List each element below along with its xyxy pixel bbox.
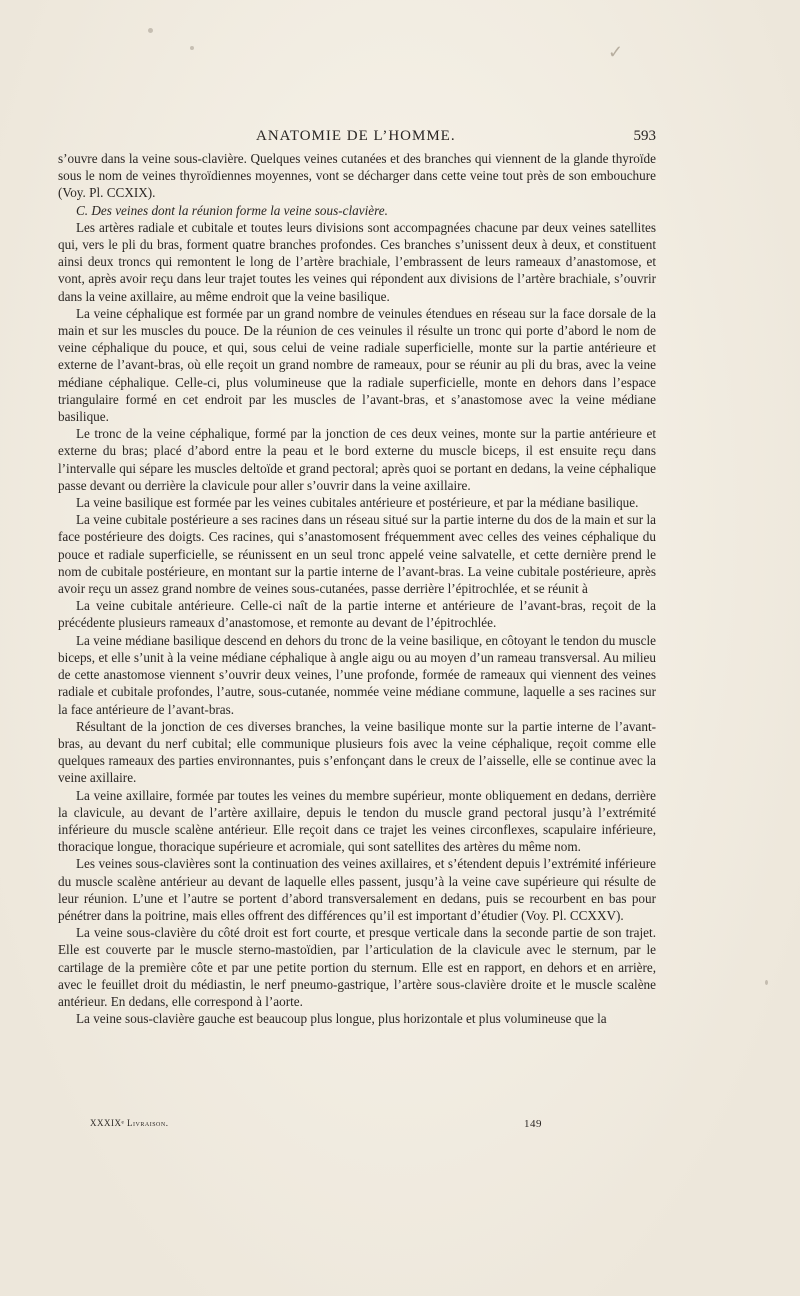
paragraph: Les veines sous-clavières sont la continuation des veines axillaires, et s’étendent depuis l’extrémité inférieure du muscle scalène antérieur au devant de laquelle elles passent, jusqu’à la veine cave supérieure qui résulte de leur réunion. L’une et l’autre se portent d’abord transversalement en dedans, puis se recourbent en bas pour pénétrer dans la poitrine, mais elles offrent des différences qu’il est important d’étudier (Voy. Pl. CCXXV).	[58, 856, 656, 923]
paper-spot	[765, 980, 768, 985]
paragraph: s’ouvre dans la veine sous-clavière. Quelques veines cutanées et des branches qui viennent de la glande thyroïde sous le nom de veines thyroïdiennes moyennes, vont se décharger dans cette veine tout près de son embouchure (Voy. Pl. CCXIX).	[58, 151, 656, 201]
paragraph: La veine sous-clavière du côté droit est fort courte, et presque verticale dans la seconde partie de son trajet. Elle est couverte par le muscle sterno-mastoïdien, par l’articulation de la clavicule avec le sternum, par le cartilage de la première côte et par une petite portion du sternum. Elle est en rapport, en dehors et en arrière, avec le feuillet droit du médiastin, le nerf pneumo-gastrique, l’artère sous-clavière droite et le muscle scalène antérieur. En dedans, elle correspond à l’aorte.	[58, 925, 656, 1009]
paragraph: Le tronc de la veine céphalique, formé par la jonction de ces deux veines, monte sur la partie antérieure et externe du bras; placé d’abord entre la peau et le bord externe du muscle biceps, il est ensuite reçu dans l’intervalle qui sépare les muscles deltoïde et grand pectoral; après quoi se portant en dedans, la veine céphalique passe devant ou derrière la clavicule pour aller s’ouvrir dans la veine axillaire.	[58, 426, 656, 493]
paragraph: La veine cubitale postérieure a ses racines dans un réseau situé sur la partie interne du dos de la main et sur la face postérieure des doigts. Ces racines, qui s’anastomosent fréquemment avec celles des veines céphalique du pouce et radiale superficielle, se réunissent en un seul tronc appelé veine salvatelle, et cette dernière prend le nom de cubitale postérieure, en montant sur la partie interne de l’avant-bras. La veine cubitale postérieure, après avoir reçu un assez grand nombre de veines sous-cutanées, passe derrière l’épitrochlée, et se réunit à	[58, 512, 656, 597]
signature-mark: XXXIXᵉ Livraison.	[90, 1118, 169, 1128]
paragraph: La veine sous-clavière gauche est beaucoup plus longue, plus horizontale et plus volumineuse que la	[76, 1011, 607, 1027]
paragraph: La veine axillaire, formée par toutes les veines du membre supérieur, monte obliquement en dedans, derrière la clavicule, au devant de l’artère axillaire, depuis le tendon du muscle grand pectoral jusqu’à l’extrémité inférieure du muscle scalène antérieur. Elle reçoit dans ce trajet les veines circonflexes, scapulaire inférieure, thoracique longue, thoracique supérieure et acromiale, qui sont satellites des artères du même nom.	[58, 787, 656, 855]
sheet-number: 149	[524, 1118, 542, 1130]
page-header	[58, 128, 656, 148]
paragraph: La veine céphalique est formée par un grand nombre de veinules étendues en réseau sur la face dorsale de la main et sur les muscles du pouce. De la réunion de ces veinules il résulte un tronc qui porte d’abord le nom de veine céphalique du pouce, et qui, sous celui de veine radiale superficielle, monte sur la partie antérieure et externe de l’avant-bras, où elle reçoit un grand nombre de rameaux, pour se réunir au pli du bras, avec la veine médiane céphalique. Celle-ci, plus volumineuse que la radiale superficielle, monte en dehors dans l’espace triangulaire formé en cet endroit par les muscles de l’avant-bras, et s’anastomose avec la veine médiane basilique.	[58, 305, 656, 425]
paragraph: Les artères radiale et cubitale et toutes leurs divisions sont accompagnées chacune par deux veines satellites qui, vers le pli du bras, forment quatre branches profondes. Ces branches s’unissent deux à deux, et constituent ainsi deux troncs qui remontent le long de l’artère brachiale, l’embrassent de leurs rameaux d’anastomose, et vont, après avoir reçu dans leur trajet toutes les veines qui répondent aux divisions de l’artère brachiale, s’ouvrir dans la veine axillaire, au même endroit que la veine basilique.	[58, 219, 656, 304]
paragraph: Résultant de la jonction de ces diverses branches, la veine basilique monte sur la partie interne de l’avant-bras, au devant du nerf cubital; elle communique plusieurs fois avec la veine céphalique, reçoit comme elle quelques rameaux des parties environnantes, puis s’enfonçant dans le creux de l’aisselle, elle se continue avec la veine axillaire.	[58, 718, 656, 786]
paper-spot	[148, 28, 153, 33]
ink-mark-icon: ✓	[608, 42, 624, 62]
paragraph: La veine cubitale antérieure. Celle-ci naît de la partie interne et antérieure de l’avant-bras, reçoit de la précédente plusieurs rameaux d’anastomose, et remonte au devant de l’épitrochlée.	[58, 598, 656, 631]
page-number: 593	[633, 128, 656, 144]
section-heading: C. Des veines dont la réunion forme la veine sous-clavière.	[76, 202, 388, 218]
page-footer	[90, 1118, 550, 1132]
paragraph: La veine médiane basilique descend en dehors du tronc de la veine basilique, en côtoyant le tendon du muscle biceps, et elle s’unit à la veine médiane céphalique à angle aigu ou au moyen d’un rameau transversal. Au milieu de cette anastomose viennent s’ouvrir deux veines, l’une profonde, formée de rameaux qui viennent des veines radiale et cubitale profondes, l’autre, sous-cutanée, nommée veine médiane commune, laquelle a ses racines sur la face antérieure de l’avant-bras.	[58, 632, 656, 717]
body-text	[58, 150, 656, 1027]
paragraph: La veine basilique est formée par les veines cubitales antérieure et postérieure, et par la médiane basilique.	[76, 495, 639, 511]
paper-spot	[190, 46, 194, 50]
running-title: ANATOMIE DE L’HOMME.	[256, 128, 456, 144]
